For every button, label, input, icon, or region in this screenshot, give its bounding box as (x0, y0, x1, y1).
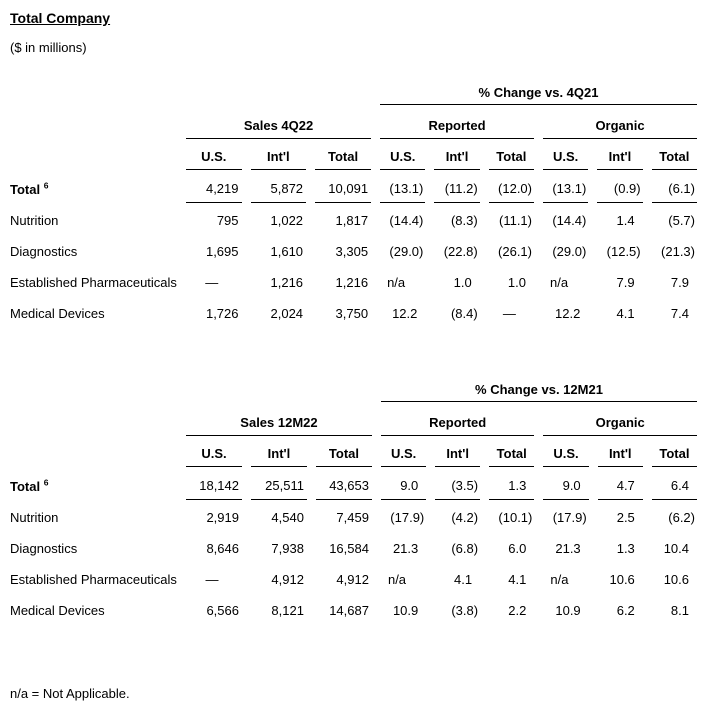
spacer-cell (10, 402, 177, 436)
row-label: Total $^6$ (10, 477, 49, 494)
sales-value-cell: 3,305 (335, 244, 369, 259)
sales-value-cell: 7,938 (271, 541, 304, 556)
column-header-row (10, 436, 697, 467)
change-value-cell: 4.7 (598, 467, 643, 500)
sales-value-cell: 4,912 (336, 572, 369, 587)
change-value-cell: 1.0 (507, 275, 526, 290)
column-header-us: U.S. (380, 139, 425, 170)
sales-value-cell: 10,091 (315, 170, 371, 203)
spacer-cell (10, 436, 177, 467)
row-label: Medical Devices (10, 306, 105, 321)
change-vs-header: % Change vs. 4Q21 (380, 76, 697, 105)
sales-value-cell: 25,511 (251, 467, 307, 500)
sales-value-cell: 2,919 (206, 510, 239, 525)
row-label: Established Pharmaceuticals (10, 275, 177, 290)
sales-value-cell: 4,540 (271, 510, 304, 525)
sales-value-cell: 6,566 (206, 603, 239, 618)
sales-value-cell: 1,726 (205, 306, 239, 321)
spacer-cell (10, 105, 177, 139)
change-value-cell: n/a (387, 572, 407, 587)
change-value-cell: (6.1) (652, 170, 697, 203)
column-header-us: U.S. (381, 436, 426, 467)
column-header-intl: Int'l (434, 139, 479, 170)
change-value-cell: n/a (387, 275, 406, 290)
change-value-cell: 1.0 (453, 275, 472, 290)
change-value-cell: (8.4) (450, 306, 478, 321)
sales-value-cell: 18,142 (186, 467, 242, 500)
row-label: Established Pharmaceuticals (10, 572, 177, 587)
footnote: n/a = Not Applicable. (10, 686, 130, 701)
change-value-cell: 21.3 (555, 541, 581, 556)
column-header-intl: Int'l (598, 436, 643, 467)
table-row-diagnostics (10, 234, 697, 265)
change-value-cell: (26.1) (498, 244, 532, 259)
table-row-nutrition (10, 203, 697, 234)
sales-12m22-table (1, 373, 706, 624)
table-row-established-pharmaceuticals (10, 562, 697, 593)
table-row-established-pharmaceuticals (10, 265, 697, 296)
sales-value-cell: — (205, 572, 219, 587)
table-row-diagnostics (10, 531, 697, 562)
change-value-cell: (29.0) (552, 244, 587, 259)
sales-value-cell: 43,653 (316, 467, 372, 500)
spacer-cell (10, 373, 372, 402)
column-header-total: Total (316, 436, 372, 467)
change-value-cell: 6.0 (508, 541, 527, 556)
sales-value-cell: 1,695 (205, 244, 239, 259)
sales-value-cell: 1,216 (335, 275, 369, 290)
row-label: Nutrition (10, 510, 59, 525)
change-value-cell: n/a (550, 572, 569, 587)
change-value-cell: (17.9) (552, 510, 587, 525)
page-title: Total Company (10, 10, 111, 26)
change-value-cell: (5.7) (668, 213, 695, 228)
units-note: ($ in millions) (10, 40, 87, 55)
change-value-cell: 1.3 (489, 467, 534, 500)
column-header-total: Total (652, 436, 697, 467)
row-label: Nutrition (10, 213, 59, 228)
sales-value-cell: 795 (216, 213, 239, 228)
change-value-cell: (0.9) (597, 170, 642, 203)
change-value-cell: (12.0) (489, 170, 534, 203)
row-label: Diagnostics (10, 541, 78, 556)
organic-group-header: Organic (543, 402, 697, 436)
sales-value-cell: 3,750 (335, 306, 369, 321)
change-value-cell: (29.0) (389, 244, 424, 259)
change-value-cell: 1.3 (616, 541, 635, 556)
sales-value-cell: — (205, 275, 219, 290)
change-value-cell: 4.1 (454, 572, 473, 587)
column-header-intl: Int'l (435, 436, 480, 467)
change-value-cell: 8.1 (670, 603, 689, 618)
change-value-cell: 10.4 (663, 541, 689, 556)
change-value-cell: 7.4 (670, 306, 689, 321)
column-header-total: Total (489, 139, 534, 170)
change-value-cell: (4.2) (451, 510, 479, 525)
reported-group-header: Reported (380, 105, 534, 139)
change-value-cell: 10.9 (392, 603, 419, 618)
column-header-us: U.S. (543, 139, 588, 170)
sales-value-cell: 8,121 (271, 603, 304, 618)
change-value-cell: 9.0 (381, 467, 426, 500)
column-header-total: Total (652, 139, 697, 170)
sales-value-cell: 1,022 (270, 213, 304, 228)
change-value-cell: (11.2) (434, 170, 479, 203)
spacer-cell (10, 76, 371, 105)
reported-group-header: Reported (381, 402, 534, 436)
table-row-medical-devices (10, 296, 697, 327)
change-value-cell: (10.1) (498, 510, 533, 525)
column-header-us: U.S. (186, 139, 242, 170)
table-row-total (10, 170, 697, 203)
sales-value-cell: 7,459 (336, 510, 369, 525)
column-header-total: Total (315, 139, 371, 170)
sales-value-cell: 2,024 (270, 306, 304, 321)
sales-4q22-table (1, 76, 706, 327)
change-value-cell: (3.5) (435, 467, 480, 500)
change-header-row (10, 76, 697, 105)
change-value-cell: 10.6 (609, 572, 635, 587)
change-value-cell: 12.2 (392, 306, 418, 321)
sales-group-header: Sales 4Q22 (186, 105, 371, 139)
change-value-cell: 12.2 (555, 306, 581, 321)
column-header-row (10, 139, 697, 170)
sales-value-cell: 16,584 (329, 541, 369, 556)
change-value-cell: (17.9) (390, 510, 425, 525)
sales-value-cell: 1,817 (335, 213, 369, 228)
change-value-cell: (6.8) (451, 541, 479, 556)
sales-group-header: Sales 12M22 (186, 402, 372, 436)
organic-group-header: Organic (543, 105, 697, 139)
footnote-marker: 6 (43, 180, 49, 191)
change-value-cell: 4.1 (508, 572, 527, 587)
change-value-cell: (12.5) (606, 244, 641, 259)
change-value-cell: (8.3) (450, 213, 478, 228)
change-value-cell: (14.4) (552, 213, 587, 228)
sales-value-cell: 4,912 (271, 572, 304, 587)
column-header-us: U.S. (543, 436, 588, 467)
sales-value-cell: 5,872 (251, 170, 307, 203)
change-value-cell: 6.2 (616, 603, 635, 618)
column-header-intl: Int'l (597, 139, 642, 170)
change-value-cell: 10.9 (555, 603, 581, 618)
table-row-total (10, 467, 697, 500)
sales-value-cell: 4,219 (186, 170, 242, 203)
change-value-cell: 9.0 (543, 467, 588, 500)
change-value-cell: (14.4) (389, 213, 424, 228)
group-header-row (10, 105, 697, 139)
table-row-nutrition (10, 500, 697, 531)
spacer-cell (10, 139, 177, 170)
sales-value-cell: 1,216 (270, 275, 304, 290)
column-header-total: Total (489, 436, 534, 467)
row-label: Medical Devices (10, 603, 105, 618)
change-value-cell: 2.2 (508, 603, 527, 618)
sales-value-cell: 8,646 (206, 541, 239, 556)
change-value-cell: 2.5 (616, 510, 635, 525)
footnote-marker: 6 (43, 477, 49, 488)
column-header-intl: Int'l (251, 139, 307, 170)
column-header-intl: Int'l (251, 436, 307, 467)
change-value-cell: (13.1) (380, 170, 425, 203)
change-value-cell: 4.1 (616, 306, 635, 321)
change-value-cell: (21.3) (661, 244, 695, 259)
change-value-cell: (3.8) (451, 603, 479, 618)
group-header-row (10, 402, 697, 436)
change-value-cell: (22.8) (443, 244, 478, 259)
sales-value-cell: 14,687 (329, 603, 369, 618)
sales-value-cell: 1,610 (270, 244, 304, 259)
change-value-cell: 6.4 (652, 467, 697, 500)
change-value-cell: n/a (550, 275, 569, 290)
change-value-cell: 7.9 (670, 275, 689, 290)
row-label: Diagnostics (10, 244, 78, 259)
change-value-cell: 10.6 (663, 572, 689, 587)
change-header-row (10, 373, 697, 402)
change-vs-header: % Change vs. 12M21 (381, 373, 697, 402)
row-label: Total $^6$ (10, 180, 49, 197)
change-value-cell: — (502, 306, 516, 321)
table-row-medical-devices (10, 593, 697, 624)
change-value-cell: (13.1) (543, 170, 588, 203)
change-value-cell: (6.2) (668, 510, 695, 525)
change-value-cell: (11.1) (499, 213, 532, 228)
change-value-cell: 21.3 (392, 541, 419, 556)
change-value-cell: 7.9 (616, 275, 635, 290)
change-value-cell: 1.4 (616, 213, 635, 228)
column-header-us: U.S. (186, 436, 242, 467)
